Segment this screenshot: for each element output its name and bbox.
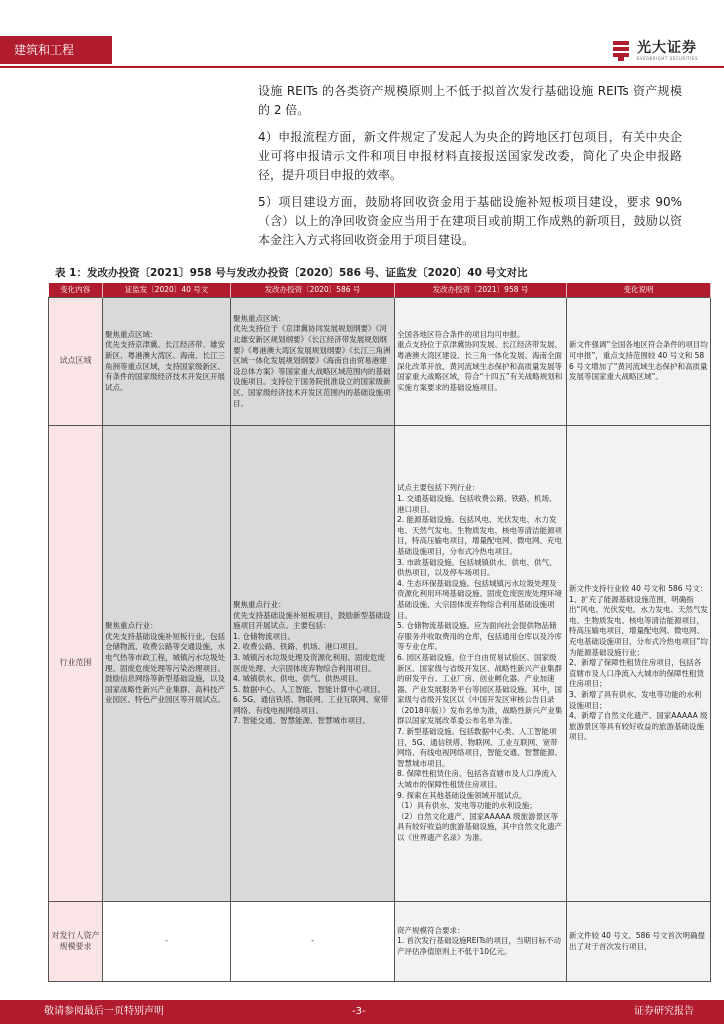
cell-line: 新文件较 40 号文、586 号文首次明确提出了对于首次发行项目， bbox=[569, 930, 706, 951]
cell-line: 9. 探索在其他基础设施领域开展试点。 bbox=[397, 790, 527, 800]
row-label: 试点区域 bbox=[49, 298, 103, 426]
header-ndrc-586: 发改办投资〔2020〕586 号 bbox=[231, 283, 395, 298]
paragraph: 5）项目建设方面，鼓励将回收资金用于基础设施补短板项目建设，要求 90%（含）以上的净回收资金应当用于在建项目或前期工作成熟的新项目，鼓励以资本金注入方式将回收资金用于项目建设。 bbox=[258, 195, 682, 247]
cell-line: 新文件强调“全国各地区符合条件的项目均可申报”，重点支持范围较 40 号文和 586 号文增加了“黄河流域生态保护和高质量发展等国家重大战略区域”。 bbox=[569, 340, 708, 382]
cell-line: 3. 城镇污水垃圾处理及资源化利用、固废危废医废处理、大宗固体废弃物综合利用项目。 bbox=[233, 652, 386, 673]
cell-line: 2. 收费公路、铁路、机场、港口项目。 bbox=[233, 642, 363, 652]
cell-line: 3、新增了具有供水、发电等功能的水利设施项目； bbox=[569, 689, 702, 710]
cell-line: 2. 能源基础设施。包括风电、光伏发电、水力发电、天然气发电、生物质发电、核电等清洁能源项目，特高压输电项目，增量配电网、微电网、充电基础设施项目，分布式冷热电项目。 bbox=[397, 515, 562, 556]
top-bar bbox=[0, 36, 724, 68]
csrc-40-cell bbox=[103, 298, 231, 426]
cell-line: 6. 5G、通信铁塔、物联网、工业互联网、宽带网络、有线电视网络项目。 bbox=[233, 695, 389, 715]
comparison-table bbox=[48, 283, 711, 982]
paragraph: 设施 REITs 的各类资产规模原则上不低于拟首次发行基础设施 REITs 资产规模的 2 倍。 bbox=[258, 84, 682, 117]
row-label: 对发行人资产规模要求 bbox=[49, 902, 103, 982]
ndrc-958-cell bbox=[395, 298, 567, 426]
ndrc-586-cell bbox=[231, 902, 395, 982]
change-note-cell bbox=[567, 902, 711, 982]
footer bbox=[0, 1000, 724, 1024]
cell-line: 1. 仓储物流项目。 bbox=[233, 631, 296, 641]
table-title: 表 1：发改办投资〔2021〕958 号与发改办投资〔2020〕586 号、证监发〔2020〕40 号文对比 bbox=[55, 267, 528, 279]
change-note-cell bbox=[567, 298, 711, 426]
company-logo bbox=[611, 38, 698, 64]
ndrc-958-cell bbox=[395, 902, 567, 982]
cell-line: 1. 交通基础设施。包括收费公路、铁路、机场、港口项目。 bbox=[397, 494, 557, 514]
ndrc-958-cell bbox=[395, 426, 567, 902]
cell-line: 3. 市政基础设施。包括城镇供水、供电、供气、供热项目，以及停车场项目。 bbox=[397, 557, 557, 578]
cell-line: 聚焦重点区域： bbox=[105, 329, 158, 339]
cell-line: 7. 智能交通、智慧能源、智慧城市项目。 bbox=[233, 716, 371, 726]
logo-name-en: EVERBRIGHT SECURITIES bbox=[636, 56, 698, 61]
cell-line: 5. 仓储物流基础设施。应为面向社会提供物品储存服务并收取费用的仓库，包括通用仓库以及冷库等专业仓库。 bbox=[397, 621, 562, 652]
csrc-40-cell bbox=[103, 902, 231, 982]
cell-line: - bbox=[311, 936, 314, 946]
header-change-note: 变化说明 bbox=[567, 283, 711, 298]
cell-line: （1）具有供水、发电等功能的水利设施； bbox=[397, 801, 537, 811]
cell-line: 鼓励信息网络等新型基础设施，以及国家战略性新兴产业集群、高科技产业园区、特色产业园区等开展试点。 bbox=[105, 674, 225, 705]
header-change-item: 变化内容 bbox=[49, 283, 103, 298]
ndrc-586-cell bbox=[231, 426, 395, 902]
cell-line: 聚焦重点区域： bbox=[233, 313, 286, 323]
cell-line: 6. 园区基础设施。位于自由贸易试验区、国家级新区、国家级与省级开发区、战略性新兴产业集群的研发平台、工业厂房、创业孵化器、产业加速器、产业发展服务平台等园区基础设施。其中，国家级与省级开发区以《中国开发区审核公告目录（2018年版）》发布名单为准，战略性新兴产业集群以国家发展改革委公布名单为准。 bbox=[397, 652, 563, 726]
table-row bbox=[49, 298, 711, 426]
body-text bbox=[258, 82, 682, 258]
cell-line: 优先支持基础设施补短板行业，包括仓储物流、收费公路等交通设施，水电气热等市政工程，城镇污水垃圾处理、固废危废处理等污染治理项目。 bbox=[105, 631, 225, 673]
cell-line: 1. 首次发行基础设施REITs的项目，当期目标不动产评估净值原则上不低于10亿元。 bbox=[397, 936, 561, 956]
cell-line: 4. 生态环保基础设施。包括城镇污水垃圾处理及资源化利用环境基础设施、固废危废医废处理环境基础设施、大宗固体废弃物综合利用基础设施项目。 bbox=[397, 578, 562, 620]
cell-line: 2、新增了保障性租赁住房项目，包括各直辖市及人口净流入大城市的保障性租赁住房项目； bbox=[569, 658, 704, 689]
cell-line: 试点主要包括下列行业： bbox=[397, 483, 480, 493]
table-row bbox=[49, 426, 711, 902]
cell-line: 重点支持位于京津冀协同发展、长江经济带发展、粤港澳大湾区建设、长三角一体化发展、海南全面深化改革开放、黄河流域生态保护和高质量发展等国家重大战略区域，符合“十四五”有关战略规划和实施方案要求的基础设施项目。 bbox=[397, 340, 563, 392]
paragraph: 4）申报流程方面，新文件规定了发起人为央企的跨地区打包项目，有关中央企业可将申报请示文件和项目申报材料直接报送国家发改委，简化了央企申报路径，提升项目申报的效率。 bbox=[258, 130, 682, 182]
cell-line: - bbox=[165, 936, 168, 946]
page-number: -3- bbox=[352, 1006, 366, 1017]
footer-disclaimer: 敬请参阅最后一页特别声明 bbox=[44, 1006, 164, 1017]
ndrc-586-cell bbox=[231, 298, 395, 426]
cell-line: 5. 数据中心、人工智能、智能计算中心项目。 bbox=[233, 684, 386, 694]
cell-line: 7. 新型基础设施。包括数据中心类、人工智能项目，5G、通信铁塔、物联网、工业互联网、宽带网络、有线电视网络项目，智能交通、智慧能源、智慧城市项目。 bbox=[397, 727, 562, 768]
change-note-cell bbox=[567, 426, 711, 902]
cell-line: 优先支持京津冀、长江经济带、雄安新区、粤港澳大湾区、海南、长江三角洲等重点区域，支持国家级新区、有条件的国家级经济技术开发区开展试点。 bbox=[105, 340, 225, 392]
cell-line: 优先支持位于《京津冀协同发展规划纲要》《河北雄安新区规划纲要》《长江经济带发展规划纲要》《粤港澳大湾区发展规划纲要》《长江三角洲区域一体化发展规划纲要》《海南自由贸易港建设总体方案》等国家重大战略区域范围内的基础设施项目。支持位于国务院批准设立的国家级新区、国家级经济技术开发区范围内的基础设施项目。 bbox=[233, 324, 391, 408]
table-row bbox=[49, 902, 711, 982]
footer-doc-type: 证券研究报告 bbox=[634, 1006, 694, 1017]
row-label: 行业范围 bbox=[49, 426, 103, 902]
logo-name-cn: 光大证券 bbox=[636, 40, 697, 56]
cell-line: 聚焦重点行业： bbox=[233, 599, 286, 609]
cell-line: （2）自然文化遗产、国家AAAAA 级旅游景区等具有较好收益的旅游基础设施，其中自然文化遗产以《世界遗产名录》为准。 bbox=[397, 811, 562, 842]
cell-line: 聚焦重点行业： bbox=[105, 621, 158, 631]
cell-line: 4. 城镇供水、供电、供气、供热项目。 bbox=[233, 674, 363, 684]
everbright-logo-icon bbox=[611, 40, 631, 62]
cell-line: 8. 保障性租赁住房。包括各直辖市及人口净流入大城市的保障性租赁住房项目。 bbox=[397, 769, 557, 790]
cell-line: 4、新增了自然文化遗产、国家AAAAA 级旅游景区等具有较好收益的旅游基础设施项目。 bbox=[569, 711, 708, 742]
header-csrc-40: 证监发〔2020〕40 号文 bbox=[103, 283, 231, 298]
header-ndrc-958: 发改办投资〔2021〕958 号 bbox=[395, 283, 567, 298]
cell-line: 1、扩充了能源基础设施范围，明确指出“风电、光伏发电、水力发电、天然气发电、生物质发电、核电等清洁能源项目，特高压输电项目，增量配电网、微电网、充电基础设施项目，分布式冷热电项目”均为能源基础设施行业； bbox=[569, 594, 708, 657]
table-header-row bbox=[49, 283, 711, 298]
cell-line: 新文件支持行业较 40 号文和 586 号文： bbox=[569, 584, 708, 594]
cell-line: 优先支持基础设施补短板项目，鼓励新型基础设施项目开展试点。主要包括： bbox=[233, 610, 391, 631]
cell-line: 全国各地区符合条件的项目均可申报。 bbox=[397, 329, 525, 339]
section-tag: 建筑和工程 bbox=[0, 36, 112, 64]
cell-line: 资产规模符合要求： bbox=[397, 925, 465, 935]
csrc-40-cell bbox=[103, 426, 231, 902]
